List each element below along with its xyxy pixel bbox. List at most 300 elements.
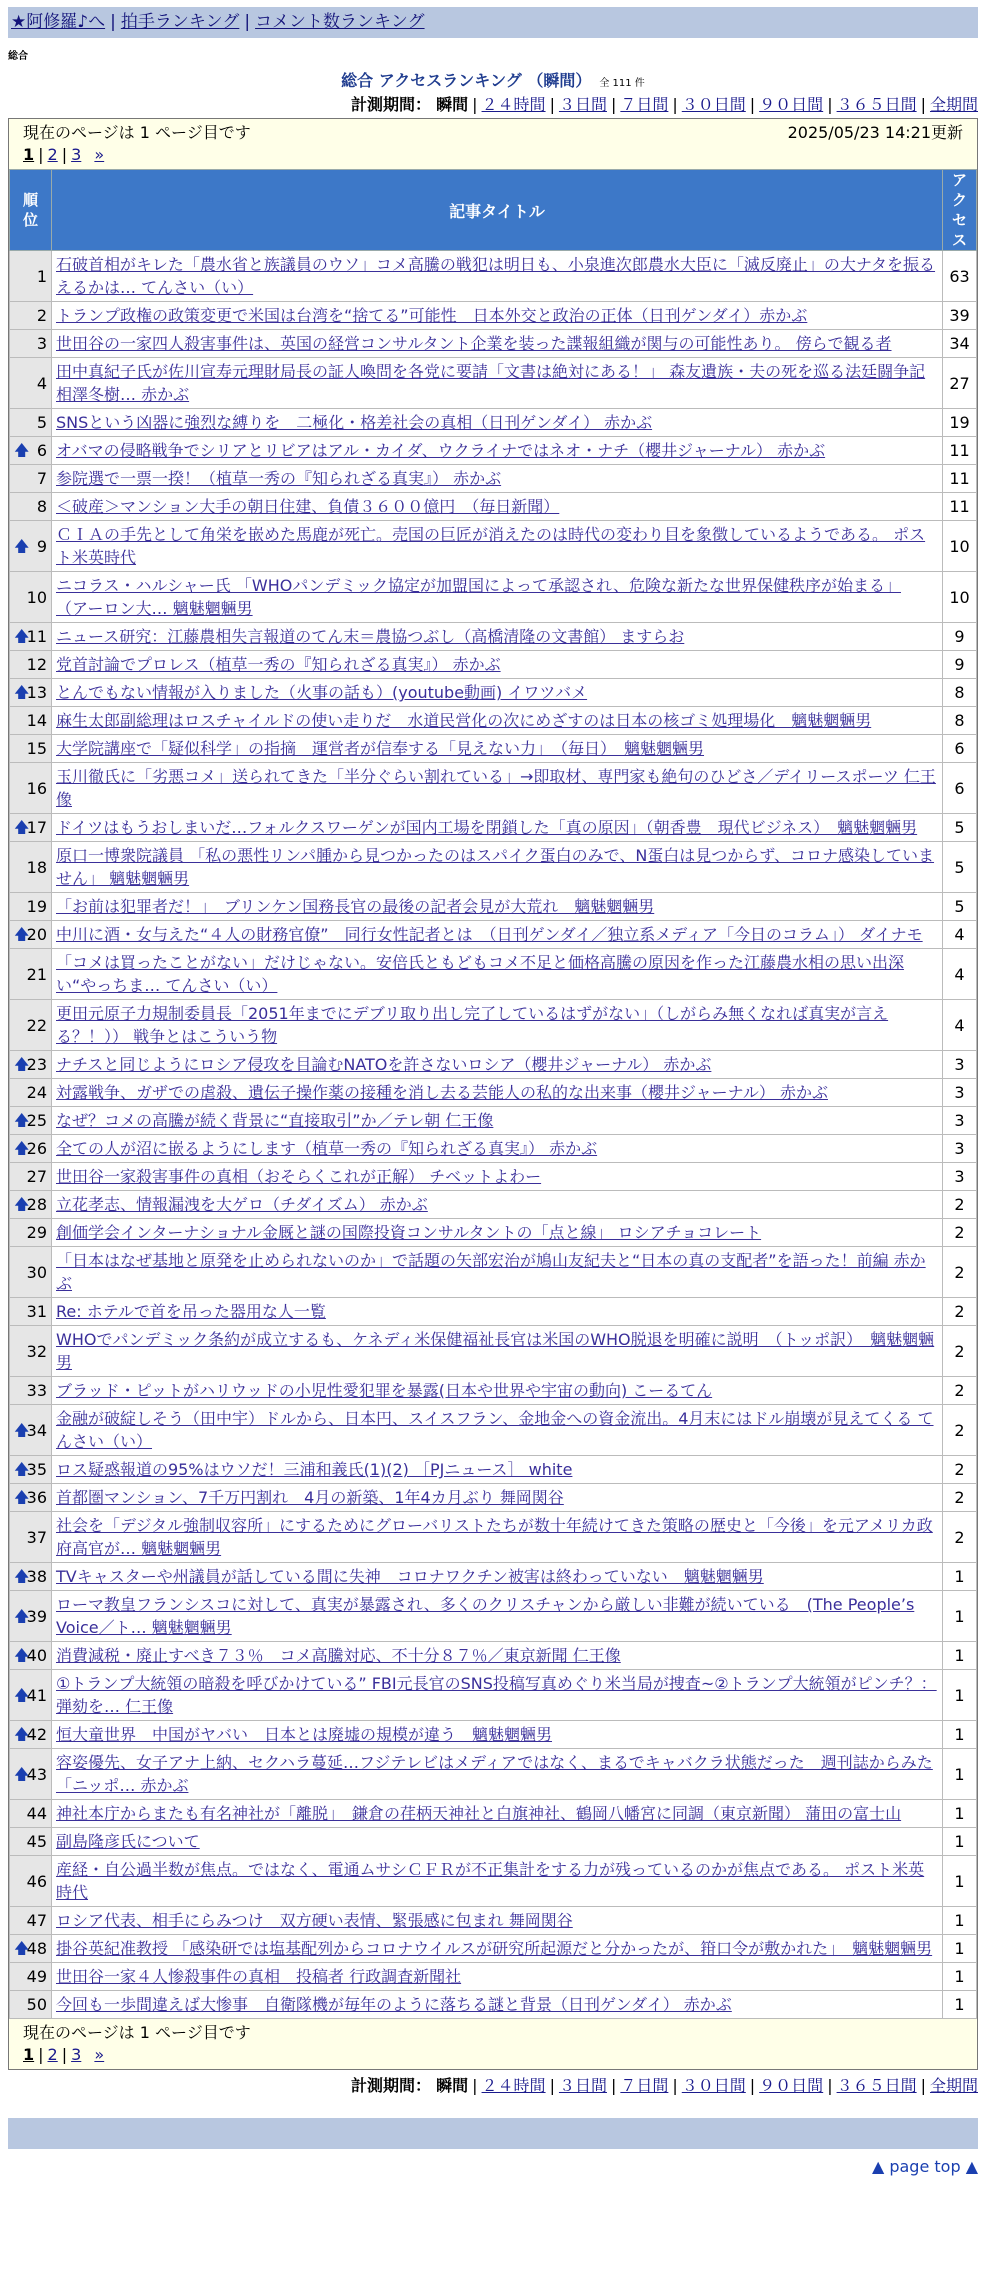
rank-cell [10,1000,52,1051]
rank-cell [10,358,52,409]
rank-cell [10,1377,52,1405]
rank-cell [10,1405,52,1456]
table-row [10,1749,977,1800]
article-link[interactable]: 原口一博衆院議員 「私の悪性リンパ腫から見つかったのはスパイク蛋白のみで、N蛋白は見つからず、コロナ感染していません」 魑魅魍魎男 [56,846,935,888]
article-link[interactable]: なぜ？コメの高騰が続く背景に“直接取引”か／テレ朝 仁王像 [56,1111,494,1130]
rank-cell [10,1856,52,1907]
title-cell [52,1591,943,1642]
title-cell [52,358,943,409]
article-link[interactable]: ニコラス・ハルシャー氏 「WHOパンデミック協定が加盟国によって承認され、危険な新たな世界保健秩序が始まる」 （アーロン大… 魑魅魍魎男 [56,576,901,618]
article-link[interactable]: 恒大童世界 中国がヤバい 日本とは廃墟の規模が違う 魑魅魍魎男 [56,1725,553,1744]
table-row [10,1670,977,1721]
rank-cell [10,651,52,679]
article-link[interactable]: 石破首相がキレた「農水省と族議員のウソ」コメ高騰の戦犯は明日も、小泉進次郎農水大臣に「滅反廃止」の大ナタを振るえるかは… てんさい（い） [56,255,936,297]
rank-number: 40 [26,1646,47,1665]
table-row [10,1828,977,1856]
table-row [10,1107,977,1135]
article-link[interactable]: 世田谷一家殺害事件の真相（おそらくこれが正解） チベットよわー [56,1167,542,1186]
article-link[interactable]: 世田谷の一家四人殺害事件は、英国の経営コンサルタント企業を装った諜報組織が関与の可能性あり。 傍らで観る者 [56,334,892,353]
title-cell [52,842,943,893]
article-link[interactable]: 更田元原子力規制委員長「2051年までにデブリ取り出し完了しているはずがない」（しがらみ無くなれば真実が言える？！）） 戦争とはこういう物 [56,1004,889,1046]
article-link[interactable]: 対露戦争、ガザでの虐殺、遺伝子操作薬の接種を消し去る芸能人の私的な出来事（櫻井ジャーナル） 赤かぶ [56,1083,828,1102]
title-cell [52,651,943,679]
rank-cell [10,1326,52,1377]
title-cell [52,1856,943,1907]
rank-cell [10,763,52,814]
page-next-link[interactable]: » [94,145,105,164]
article-link[interactable]: 社会を「デジタル強制収容所」にするためにグローバリストたちが数十年続けてきた策略の歴史と「今後」を元アメリカ政府高官が… 魑魅魍魎男 [56,1516,933,1558]
access-count: 2 [943,1191,977,1219]
table-row [10,358,977,409]
rank-up-arrow-icon: 🡅 [14,1725,30,1743]
title-cell [52,437,943,465]
article-link[interactable]: SNSという凶器に強烈な縛りを 二極化・格差社会の真相（日刊ゲンダイ） 赤かぶ [56,413,653,432]
access-count: 1 [943,1963,977,1991]
rank-number: 47 [26,1911,47,1930]
article-link[interactable]: 消費減税・廃止すべき７３％ コメ高騰対応、不十分８７％／東京新聞 仁王像 [56,1646,621,1665]
rank-number: 14 [26,711,47,730]
rank-number: 4 [36,373,47,393]
rank-cell [10,1456,52,1484]
title-cell [52,679,943,707]
article-link[interactable]: TVキャスターや州議員が話している間に失神 コロナワクチン被害は終わっていない 魑魅魍魎男 [56,1567,764,1586]
table-row [10,521,977,572]
rank-number: 35 [26,1460,47,1479]
header-title: 記事タイトル [52,170,943,251]
rank-cell [10,1051,52,1079]
access-count: 8 [943,679,977,707]
table-row [10,1512,977,1563]
period-365d-link[interactable]: ３６５日間 [836,95,917,114]
period-selector-top: 計測期間： 瞬間 | ２４時間 | ３日間 | ７日間 | ３０日間 | ９０日間 | ３６５日間 | 全期間 [351,95,978,114]
article-link[interactable]: 今回も一歩間違えば大惨事 自衛隊機が毎年のように落ちる謎と背景（日刊ゲンダイ） 赤かぶ [56,1995,732,2014]
article-link[interactable]: 参院選で一票一揆！（植草一秀の『知られざる真実』） 赤かぶ [56,469,502,488]
article-link[interactable]: ローマ教皇フランシスコに対して、真実が暴露され、多くのクリスチャンから厳しい非難が続いている (The People’s Voice／ト… 魑魅魍魎男 [56,1595,915,1637]
ranking-box [8,118,978,2070]
rank-up-arrow-icon: 🡅 [14,1488,30,1506]
table-row [10,1135,977,1163]
title-cell [52,1800,943,1828]
rank-number: 6 [36,441,47,460]
title-cell [52,493,943,521]
rank-up-arrow-icon: 🡅 [14,1646,30,1664]
access-count: 2 [943,1484,977,1512]
title-cell [52,1456,943,1484]
access-count: 1 [943,1563,977,1591]
title-cell [52,623,943,651]
access-count: 6 [943,735,977,763]
title-cell [52,763,943,814]
access-count: 1 [943,1670,977,1721]
article-link[interactable]: 全ての人が沼に嵌るようにします（植草一秀の『知られざる真実』） 赤かぶ [56,1139,598,1158]
article-link[interactable]: 田中真紀子氏が佐川宣寿元理財局長の証人喚問を各党に要請「文書は絶対にある！」 森友遺族・夫の死を巡る法廷闘争記 相澤冬樹… 赤かぶ [56,362,926,404]
table-row [10,763,977,814]
table-row [10,251,977,302]
access-count: 27 [943,358,977,409]
page-title: 総合 アクセスランキング （瞬間） [341,71,592,90]
rank-cell [10,814,52,842]
rank-number: 8 [36,497,47,516]
title-cell [52,572,943,623]
page-top-row [8,2155,978,2179]
rank-cell [10,1749,52,1800]
rank-cell [10,1163,52,1191]
table-row [10,1191,977,1219]
title-cell [52,1326,943,1377]
access-count: 11 [943,437,977,465]
rank-cell [10,1079,52,1107]
breadcrumb: 総合 [8,51,28,62]
rank-cell [10,330,52,358]
period-90d-link[interactable]: ９０日間 [759,95,824,114]
access-count: 1 [943,1749,977,1800]
ranking-table [9,169,977,2019]
page-current-bottom: 1 [23,2045,35,2064]
title-cell [52,735,943,763]
title-cell [52,302,943,330]
rank-cell [10,1828,52,1856]
rank-number: 46 [26,1871,47,1891]
page-2-link-bottom[interactable]: 2 [47,2045,58,2064]
article-link[interactable]: 大学院講座で「疑似科学」の指摘 運営者が信奉する「見えない力」 （毎日） 魑魅魍魎男 [56,739,705,758]
article-link[interactable]: ブラッド・ピットがハリウッドの小児性愛犯罪を暴露(日本や世界や宇宙の動向) こーるてん [56,1381,713,1400]
title-cell [52,893,943,921]
period-7d-link-bottom[interactable]: ７日間 [620,2076,669,2095]
article-link[interactable]: 創価学会インターナショナル金厩と謎の国際投資コンサルタントの「点と線」 ロシアチョコレート [56,1223,762,1242]
article-link[interactable]: 中川に酒・女与えた“４人の財務官僚” 同行女性記者とは （日刊ゲンダイ／独立系メディア「今日のコラム」） ダイナモ [56,925,923,944]
nav-separator: | [110,12,116,32]
rank-cell [10,437,52,465]
access-count: 3 [943,1051,977,1079]
table-row [10,814,977,842]
rank-up-arrow-icon: 🡅 [14,818,30,836]
rank-number: 5 [36,413,47,432]
rank-cell [10,893,52,921]
article-link[interactable]: オバマの侵略戦争でシリアとリビアはアル・カイダ、ウクライナではネオ・ナチ（櫻井ジャーナル） 赤かぶ [56,441,826,460]
article-link[interactable]: ドイツはもうおしまいだ…フォルクスワーゲンが国内工場を閉鎖した「真の原因」（朝香豊 現代ビジネス） 魑魅魍魎男 [56,818,918,837]
table-row [10,842,977,893]
access-count: 1 [943,1991,977,2019]
rank-number: 20 [26,925,47,944]
article-link[interactable]: 党首討論でプロレス（植草一秀の『知られざる真実』） 赤かぶ [56,655,501,674]
page-3-link-bottom[interactable]: 3 [71,2045,82,2064]
header-access: アクセス [943,170,977,251]
access-count: 2 [943,1326,977,1377]
table-row [10,1298,977,1326]
rank-number: 22 [26,1015,47,1035]
rank-up-arrow-icon: 🡅 [14,1685,30,1704]
rank-up-arrow-icon: 🡅 [14,1606,30,1625]
rank-cell [10,1107,52,1135]
access-count: 1 [943,1721,977,1749]
period-label-bottom: 計測期間： [351,2076,432,2095]
table-row [10,1642,977,1670]
rank-cell [10,1298,52,1326]
page-3-link[interactable]: 3 [71,145,82,164]
table-row [10,1163,977,1191]
table-row [10,679,977,707]
article-link[interactable]: 玉川徹氏に「劣悪コメ」送られてきた「半分ぐらい割れている」→即取材、専門家も絶句のひどさ／デイリースポーツ 仁王像 [56,767,936,809]
access-count: 1 [943,1828,977,1856]
table-row [10,1721,977,1749]
article-link[interactable]: ロシア代表、相手にらみつけ 双方硬い表情、緊張感に包まれ 舞岡関谷 [56,1911,573,1930]
table-row [10,1907,977,1935]
rank-cell [10,949,52,1000]
period-selector-bottom: 計測期間： 瞬間 | ２４時間 | ３日間 | ７日間 | ３０日間 | ９０日間 | ３６５日間 | 全期間 [351,2076,978,2095]
current-page-text-bottom: 現在のページは 1 ページ目です [23,2023,251,2042]
nav-separator: | [244,12,251,32]
article-link[interactable]: WHOでパンデミック条約が成立するも、ケネディ米保健福祉長官は米国のWHO脱退を明確に説明 （トッポ訳） 魑魅魍魎男 [56,1330,935,1372]
title-cell [52,1191,943,1219]
rank-number: 15 [26,739,47,758]
article-link[interactable]: Re: ホテルで首を吊った器用な人一覧 [56,1302,326,1321]
rank-cell [10,1642,52,1670]
article-link[interactable]: 「日本はなぜ基地と原発を止められないのか」で話題の矢部宏治が鳩山友紀夫と“日本の真の支配者”を語った！前編 赤かぶ [56,1251,926,1293]
table-row [10,330,977,358]
title-cell [52,1377,943,1405]
access-count: 2 [943,1405,977,1456]
period-3d-link[interactable]: ３日間 [558,95,607,114]
article-link[interactable]: 立花孝志、情報漏洩を大ゲロ（チダイズム） 赤かぶ [56,1195,428,1214]
article-link[interactable]: ナチスと同じようにロシア侵攻を目論むNATOを許さないロシア（櫻井ジャーナル） 赤かぶ [56,1055,712,1074]
access-count: 8 [943,707,977,735]
rank-cell [10,679,52,707]
article-link[interactable]: 金融が破綻しそう（田中宇）ドルから、日本円、スイスフラン、金地金への資金流出。4月末にはドル崩壊が見えてくる てんさい（い） [56,1409,934,1451]
rank-cell [10,1907,52,1935]
rank-cell [10,1512,52,1563]
rank-number: 16 [26,778,47,798]
table-row [10,1591,977,1642]
rank-number: 27 [26,1167,47,1186]
access-count: 4 [943,949,977,1000]
period-current-bottom: 瞬間 [436,2076,469,2095]
table-row [10,1484,977,1512]
rank-number: 9 [36,536,47,556]
access-count: 19 [943,409,977,437]
rank-up-arrow-icon: 🡅 [14,1195,30,1213]
rank-number: 24 [26,1083,47,1102]
title-cell [52,1219,943,1247]
page-next-link-bottom[interactable]: » [94,2045,105,2064]
period-label: 計測期間： [351,95,432,114]
rank-up-arrow-icon: 🡅 [14,536,30,555]
article-link[interactable]: 首都圏マンション、7千万円割れ 4月の新築、1年4カ月ぶり 舞岡関谷 [56,1488,564,1507]
access-count: 1 [943,1800,977,1828]
access-count: 5 [943,814,977,842]
title-cell [52,1247,943,1298]
header-rank: 順位 [10,170,52,251]
rank-cell [10,921,52,949]
article-link[interactable]: 「お前は犯罪者だ！」 ブリンケン国務長官の最後の記者会見が大荒れ 魑魅魍魎男 [56,897,655,916]
rank-number: 3 [36,334,47,353]
period-all-link-bottom[interactable]: 全期間 [929,2076,978,2095]
title-cell [52,465,943,493]
access-count: 5 [943,842,977,893]
title-cell [52,251,943,302]
rank-cell [10,572,52,623]
rank-number: 12 [26,655,47,674]
rank-number: 23 [26,1055,47,1074]
page-2-link[interactable]: 2 [47,145,58,164]
rank-number: 10 [26,587,47,607]
article-link[interactable]: 世田谷一家４人惨殺事件の真相 投稿者 行政調査新聞社 [56,1967,462,1986]
page-top-link[interactable]: ▲ page top ▲ [871,2157,978,2176]
article-link[interactable]: 麻生太郎副総理はロスチャイルドの使い走りだ 水道民営化の次にめざすのは日本の核ゴミ処理場化 魑魅魍魎男 [56,711,872,730]
access-count: 34 [943,330,977,358]
title-cell [52,707,943,735]
rank-up-arrow-icon: 🡅 [14,1420,30,1439]
rank-number: 32 [26,1341,47,1361]
access-count: 2 [943,1377,977,1405]
rank-number: 34 [26,1420,47,1440]
access-count: 2 [943,1512,977,1563]
rank-cell [10,1991,52,2019]
article-link[interactable]: ロス疑惑報道の95%はウソだ！三浦和義氏(1)(2) ［PJニュース］ white [56,1460,573,1479]
article-link[interactable]: トランプ政権の政策変更で米国は台湾を“捨てる”可能性 日本外交と政治の正体（日刊ゲンダイ）赤かぶ [56,306,808,325]
title-cell [52,1512,943,1563]
access-count: 9 [943,651,977,679]
table-row [10,572,977,623]
rank-up-arrow-icon: 🡅 [14,1139,30,1157]
article-link[interactable]: 容姿優先、女子アナ上納、セクハラ蔓延…フジテレビはメディアではなく、まるでキャバクラ状態だった 週刊誌からみた「ニッポ… 赤かぶ [56,1753,933,1795]
rank-cell [10,1191,52,1219]
rank-cell [10,493,52,521]
rank-number: 26 [26,1139,47,1158]
article-link[interactable]: ＜破産＞マンション大手の朝日住建、負債３６００億円 （毎日新聞） [56,497,560,516]
article-link[interactable]: ニュース研究：江藤農相失言報道のてん末＝農協つぶし（高橋清隆の文書館） ますらお [56,627,685,646]
table-row [10,1051,977,1079]
table-row [10,1963,977,1991]
rank-up-arrow-icon: 🡅 [14,1567,30,1585]
access-count: 3 [943,1163,977,1191]
table-row [10,1405,977,1456]
table-row [10,1856,977,1907]
rank-cell [10,1563,52,1591]
access-count: 3 [943,1107,977,1135]
article-link[interactable]: ＣＩＡの手先として角栄を嵌めた馬鹿が死亡。売国の巨匠が消えたのは時代の変わり目を象徴しているようである。 ポスト米英時代 [56,525,926,567]
title-cell [52,1907,943,1935]
table-row [10,707,977,735]
access-count: 6 [943,763,977,814]
rank-number: 1 [36,266,47,286]
access-count: 9 [943,623,977,651]
access-count: 2 [943,1298,977,1326]
access-count: 2 [943,1456,977,1484]
period-30d-link[interactable]: ３０日間 [681,95,746,114]
period-30d-link-bottom[interactable]: ３０日間 [681,2076,746,2095]
rank-number: 38 [26,1567,47,1586]
article-link[interactable]: 神社本庁からまたも有名神社が「離脱」 鎌倉の荏柄天神社と白旗神社、鶴岡八幡宮に同調（東京新聞） 蒲田の富士山 [56,1804,902,1823]
rank-cell [10,1247,52,1298]
table-row [10,493,977,521]
article-link[interactable]: とんでもない情報が入りました（火事の話も）(youtube動画) イワツバメ [56,683,588,702]
rank-number: 31 [26,1302,47,1321]
title-cell [52,521,943,572]
period-365d-link-bottom[interactable]: ３６５日間 [836,2076,917,2095]
period-24h-link[interactable]: ２４時間 [481,95,546,114]
period-90d-link-bottom[interactable]: ９０日間 [759,2076,824,2095]
access-count: 3 [943,1135,977,1163]
rank-up-arrow-icon: 🡅 [14,1055,30,1073]
total-count: 全 111 件 [599,78,645,89]
rank-cell [10,1963,52,1991]
access-count: 4 [943,921,977,949]
access-count: 1 [943,1935,977,1963]
table-row [10,1219,977,1247]
table-row [10,409,977,437]
table-row [10,1563,977,1591]
article-link[interactable]: 副島隆彦氏について [56,1832,200,1851]
title-cell [52,1963,943,1991]
rank-number: 44 [26,1804,47,1823]
clap-ranking-link[interactable]: 拍手ランキング [120,12,240,32]
table-row [10,735,977,763]
title-cell [52,1051,943,1079]
access-count: 2 [943,1219,977,1247]
access-count: 3 [943,1079,977,1107]
period-7d-link[interactable]: ７日間 [620,95,669,114]
rank-cell [10,842,52,893]
rank-number: 19 [26,897,47,916]
comment-ranking-link[interactable]: コメント数ランキング [255,12,425,32]
rank-cell [10,521,52,572]
article-link[interactable]: ①トランプ大統領の暗殺を呼びかけている” FBI元長官のSNS投稿写真めぐり米当局が捜査~②トランプ大統領がピンチ？：弾劾を… 仁王像 [56,1674,937,1716]
rank-number: 36 [26,1488,47,1507]
rank-cell [10,1670,52,1721]
article-link[interactable]: 「コメは買ったことがない」だけじゃない。安倍氏ともどもコメ不足と価格高騰の原因を作った江藤農水相の思い出深い“やっちま… てんさい（い） [56,953,905,995]
title-cell [52,330,943,358]
table-row [10,1079,977,1107]
article-link[interactable]: 掛谷英紀准教授 「感染研では塩基配列からコロナウイルスが研究所起源だと分かったが、箝口令が敷かれた」 魑魅魍魎男 [56,1939,933,1958]
article-link[interactable]: 産経・自公過半数が焦点。ではなく、電通ムサシＣＦＲが不正集計をする力が残っているのかが焦点である。 ポスト米英時代 [56,1860,925,1902]
rank-number: 29 [26,1223,47,1242]
title-cell [52,1298,943,1326]
period-3d-link-bottom[interactable]: ３日間 [558,2076,607,2095]
title-cell [52,1107,943,1135]
page-title-row [8,70,978,92]
home-link[interactable]: ★阿修羅♪へ [11,12,106,32]
title-cell [52,949,943,1000]
rank-number: 18 [26,857,47,877]
rank-up-arrow-icon: 🡅 [14,441,30,459]
rank-number: 33 [26,1381,47,1400]
table-row [10,949,977,1000]
title-cell [52,1079,943,1107]
access-count: 1 [943,1907,977,1935]
bottom-bar [8,2118,978,2149]
rank-number: 21 [26,964,47,984]
period-24h-link-bottom[interactable]: ２４時間 [481,2076,546,2095]
table-row [10,1377,977,1405]
rank-cell [10,1591,52,1642]
table-header [10,170,977,251]
rank-cell [10,465,52,493]
period-all-link[interactable]: 全期間 [929,95,978,114]
updated-timestamp: 2025/05/23 14:21更新 [787,123,963,142]
rank-up-arrow-icon: 🡅 [14,1111,30,1129]
period-current: 瞬間 [436,95,469,114]
access-count: 1 [943,1856,977,1907]
table-row [10,1000,977,1051]
table-row [10,1935,977,1963]
rank-number: 45 [26,1832,47,1851]
access-count: 10 [943,521,977,572]
title-cell [52,1670,943,1721]
rank-number: 37 [26,1527,47,1547]
rank-cell [10,251,52,302]
rank-cell [10,409,52,437]
rank-cell [10,302,52,330]
